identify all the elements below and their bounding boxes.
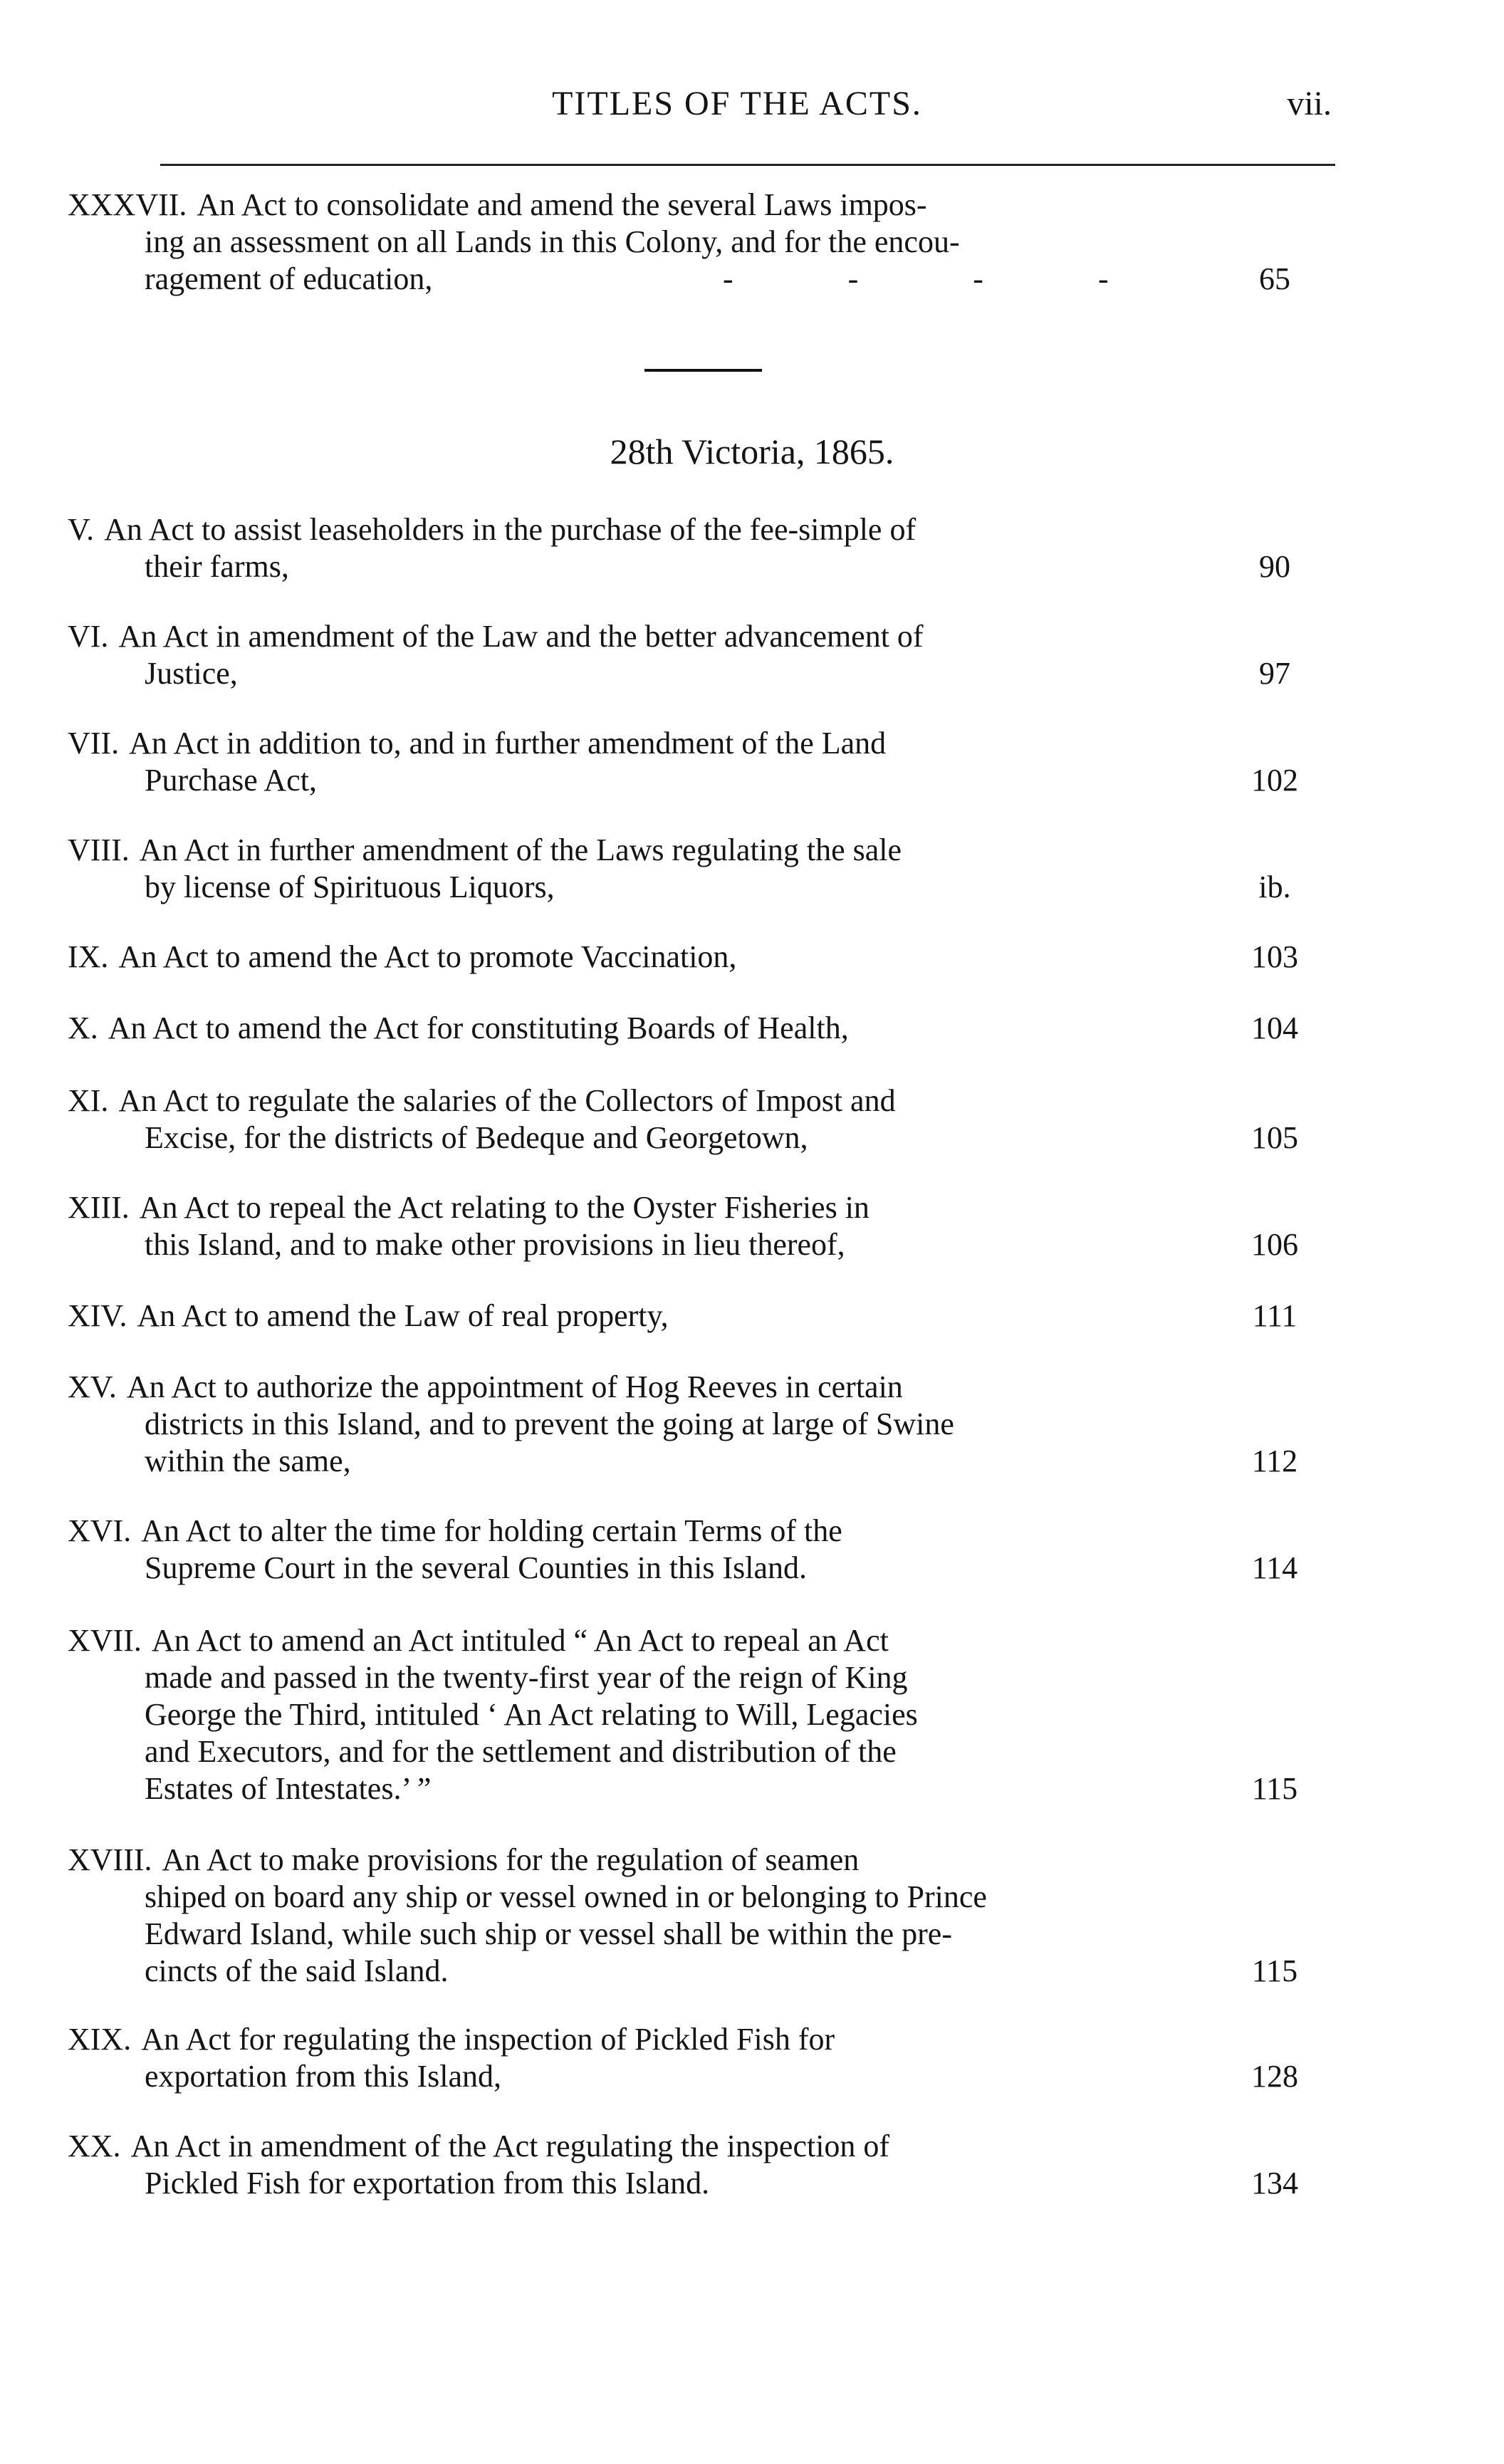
- entry-text: Pickled Fish for exportation from this Island.: [145, 2166, 710, 2201]
- act-number: XI.: [68, 1083, 109, 1118]
- act-number: XX.: [68, 2129, 121, 2163]
- entry-text: Justice,: [145, 656, 238, 691]
- act-entry: [68, 1082, 1328, 1157]
- page-reference: 115: [1251, 1771, 1298, 1806]
- dot-leader: - - - -: [723, 261, 1109, 296]
- page-reference: 105: [1251, 1120, 1298, 1155]
- page-reference: 90: [1259, 549, 1290, 584]
- act-number: XV.: [68, 1369, 117, 1404]
- act-number: XVIII.: [68, 1842, 152, 1877]
- act-entry: [68, 1622, 1328, 1807]
- entry-line: [68, 511, 1328, 548]
- entry-line: [68, 762, 1328, 799]
- entry-text: An Act to make provisions for the regulation of seamen: [162, 1842, 860, 1877]
- header-rule: [160, 164, 1335, 166]
- act-entry: [68, 511, 1328, 585]
- entry-line: [68, 1119, 1328, 1157]
- entry-text: ing an assessment on all Lands in this Colony, and for the encou-: [145, 224, 960, 259]
- entry-text: An Act to amend the Act for constituting Boards of Health,: [108, 1011, 849, 1045]
- entry-text: districts in this Island, and to prevent the going at large of Swine: [145, 1406, 954, 1441]
- entry-text: within the same,: [145, 1444, 351, 1478]
- entry-text: An Act for regulating the inspection of Pickled Fish for: [141, 2022, 835, 2057]
- act-entry: [68, 2128, 1328, 2202]
- entry-line: [68, 1659, 1328, 1696]
- act-number: X.: [68, 1011, 98, 1045]
- act-entry: [68, 2021, 1328, 2095]
- entry-text: made and passed in the twenty-first year of the reign of King: [145, 1660, 908, 1695]
- page-reference: 128: [1251, 2059, 1298, 2094]
- running-header: [142, 84, 1332, 127]
- act-number: VIII.: [68, 832, 130, 867]
- entry-line: [68, 2165, 1328, 2202]
- act-entry: [68, 939, 1328, 976]
- entry-line: [68, 1733, 1328, 1770]
- entry-text: their farms,: [145, 549, 289, 584]
- act-number: XVI.: [68, 1513, 132, 1548]
- entry-text: by license of Spirituous Liquors,: [145, 870, 555, 904]
- entry-line: [68, 1010, 1328, 1047]
- entry-line: [68, 2021, 1328, 2058]
- entry-text: this Island, and to make other provisions in lieu thereof,: [145, 1227, 845, 1262]
- entry-line: [68, 1696, 1328, 1733]
- entry-text: An Act to amend an Act intituled “ An Act to repeal an Act: [151, 1623, 889, 1658]
- entry-line: [68, 1842, 1328, 1879]
- entry-text: cincts of the said Island.: [145, 1953, 449, 1988]
- act-number: XXXVII.: [68, 187, 187, 222]
- entry-text: An Act to regulate the salaries of the Collectors of Impost and: [118, 1083, 896, 1118]
- entry-line: [68, 618, 1328, 655]
- section-heading: 28th Victoria, 1865.: [610, 432, 894, 471]
- entry-line: [68, 832, 1328, 869]
- page-reference: ib.: [1258, 870, 1291, 904]
- entry-text: An Act in amendment of the Act regulating the inspection of: [130, 2129, 890, 2163]
- entry-line: [68, 1082, 1328, 1119]
- act-entry: [68, 1513, 1328, 1587]
- entry-line: [68, 1298, 1328, 1335]
- entry-line: [68, 939, 1328, 976]
- running-title: TITLES OF THE ACTS.: [552, 85, 922, 122]
- entry-line: [68, 725, 1328, 762]
- entry-line: [68, 869, 1328, 906]
- entry-text: and Executors, and for the settlement and distribution of the: [145, 1734, 897, 1769]
- entry-text: Purchase Act,: [145, 763, 317, 798]
- entry-line: [68, 1513, 1328, 1550]
- act-entry: [68, 832, 1328, 906]
- entry-line: [68, 548, 1328, 585]
- act-number: IX.: [68, 939, 109, 974]
- page-reference: 106: [1251, 1227, 1298, 1262]
- entry-line: [68, 224, 1328, 261]
- act-number: VI.: [68, 619, 109, 654]
- entry-line: [68, 1916, 1328, 1953]
- page-reference: 65: [1259, 261, 1290, 296]
- entry-text: An Act to assist leaseholders in the purchase of the fee-simple of: [104, 512, 916, 547]
- entry-line: [68, 2128, 1328, 2165]
- entry-text: ragement of education,: [145, 261, 433, 296]
- section-divider: [644, 369, 762, 372]
- entry-text: An Act to alter the time for holding certain Terms of the: [141, 1513, 842, 1548]
- entry-line: [68, 1189, 1328, 1226]
- entry-text: shiped on board any ship or vessel owned in or belonging to Prince: [145, 1879, 987, 1914]
- entry-line: [68, 1770, 1328, 1807]
- entry-text: exportation from this Island,: [145, 2059, 502, 2094]
- page-reference: 114: [1251, 1550, 1298, 1585]
- entry-text: Estates of Intestates.’ ”: [145, 1771, 432, 1806]
- entry-text: An Act to repeal the Act relating to the Oyster Fisheries in: [139, 1190, 870, 1225]
- entry-text: Excise, for the districts of Bedeque and Georgetown,: [145, 1120, 808, 1155]
- entry-line: [68, 187, 1328, 224]
- page-reference: 115: [1251, 1953, 1298, 1988]
- act-entry: [68, 1189, 1328, 1263]
- entry-text: An Act in addition to, and in further amendment of the Land: [129, 726, 887, 761]
- page-reference: 134: [1251, 2166, 1298, 2201]
- entry-text: An Act to authorize the appointment of Hog Reeves in certain: [126, 1369, 903, 1404]
- act-entry: [68, 1298, 1328, 1335]
- entry-line: [68, 1550, 1328, 1587]
- act-number: VII.: [68, 726, 120, 761]
- entry-text: An Act to consolidate and amend the several Laws impos-: [197, 187, 927, 222]
- act-entry: [68, 1369, 1328, 1480]
- act-number: XVII.: [68, 1623, 142, 1658]
- entry-line: [68, 1406, 1328, 1443]
- entry-text: Supreme Court in the several Counties in this Island.: [145, 1550, 807, 1585]
- entry-text: An Act in further amendment of the Laws regulating the sale: [139, 832, 902, 867]
- page-reference: 111: [1252, 1298, 1297, 1333]
- page-reference: 97: [1259, 656, 1290, 691]
- entry-text: George the Third, intituled ‘ An Act relating to Will, Legacies: [145, 1697, 918, 1732]
- act-entry: [68, 618, 1328, 692]
- entry-line: [68, 2058, 1328, 2095]
- entry-text: An Act in amendment of the Law and the better advancement of: [118, 619, 924, 654]
- act-entry: [68, 1842, 1328, 1990]
- entry-line: [68, 1443, 1328, 1480]
- entry-text: Edward Island, while such ship or vessel shall be within the pre-: [145, 1916, 952, 1951]
- entry-line: [68, 1369, 1328, 1406]
- act-number: XIX.: [68, 2022, 132, 2057]
- page-reference: 104: [1251, 1011, 1298, 1045]
- page-reference: 112: [1251, 1444, 1298, 1478]
- entry-line: [68, 1879, 1328, 1916]
- act-entry-xxxvii: [68, 187, 1328, 298]
- act-number: V.: [68, 512, 95, 547]
- entry-line: [68, 261, 1328, 298]
- act-entry: [68, 1010, 1328, 1047]
- entry-line: [68, 655, 1328, 692]
- page-number: vii.: [1287, 85, 1332, 122]
- act-number: XIV.: [68, 1298, 127, 1333]
- page-reference: 102: [1251, 763, 1298, 798]
- entry-line: [68, 1226, 1328, 1263]
- entry-line: [68, 1622, 1328, 1659]
- page-reference: 103: [1251, 939, 1298, 974]
- entry-text: An Act to amend the Act to promote Vaccination,: [118, 939, 737, 974]
- entry-line: [68, 1953, 1328, 1990]
- act-number: XIII.: [68, 1190, 130, 1225]
- entry-text: An Act to amend the Law of real property,: [137, 1298, 669, 1333]
- act-entry: [68, 725, 1328, 799]
